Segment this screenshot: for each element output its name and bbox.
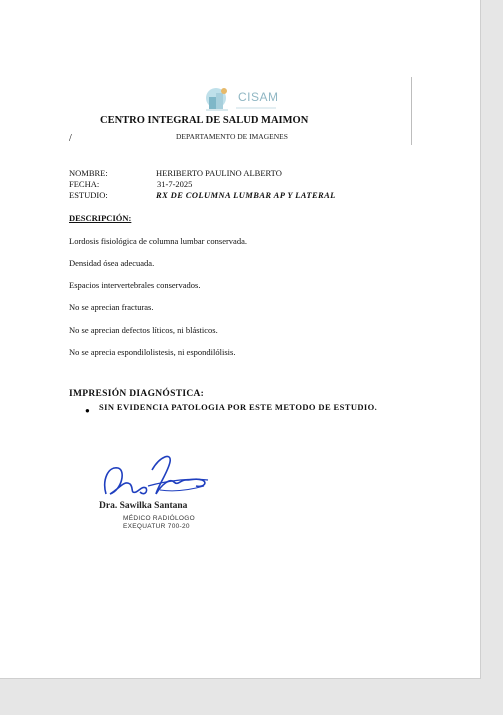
impression-title: IMPRESIÓN DIAGNÓSTICA: — [69, 389, 205, 399]
signature-image — [100, 450, 212, 502]
study-row — [69, 190, 336, 200]
name-label: NOMBRE: — [69, 168, 108, 178]
department-subtitle: DEPARTAMENTO DE IMAGENES — [176, 132, 288, 141]
institution-title: CENTRO INTEGRAL DE SALUD MAIMON — [100, 115, 309, 126]
bullet-icon: ● — [85, 406, 90, 415]
description-line: No se aprecian fracturas. — [69, 302, 154, 312]
logo-text: CISAM — [238, 90, 279, 104]
exequatur-number: EXEQUATUR 700-20 — [123, 523, 190, 530]
date-value: 31-7-2025 — [157, 179, 193, 189]
impression-item: SIN EVIDENCIA PATOLOGIA POR ESTE METODO DE ESTUDIO. — [99, 402, 378, 412]
name-value: HERIBERTO PAULINO ALBERTO — [156, 168, 282, 178]
description-line: Densidad ósea adecuada. — [69, 258, 155, 268]
date-label: FECHA: — [69, 179, 100, 189]
study-value: RX DE COLUMNA LUMBAR AP Y LATERAL — [156, 190, 336, 200]
doctor-name: Dra. Sawilka Santana — [99, 501, 188, 511]
description-title: DESCRIPCIÓN: — [69, 213, 132, 223]
description-line: No se aprecia espondilolistesis, ni espondilólisis. — [69, 347, 236, 357]
slash-mark: / — [69, 133, 72, 144]
description-line: No se aprecian defectos líticos, ni blásticos. — [69, 325, 218, 335]
vertical-divider — [411, 77, 412, 145]
doctor-role: MÉDICO RADIÓLOGO — [123, 515, 195, 522]
date-row — [69, 179, 193, 189]
description-line: Lordosis fisiológica de columna lumbar conservada. — [69, 236, 247, 246]
description-line: Espacios intervertebrales conservados. — [69, 280, 201, 290]
patient-name-row — [69, 168, 282, 178]
study-label: ESTUDIO: — [69, 190, 108, 200]
